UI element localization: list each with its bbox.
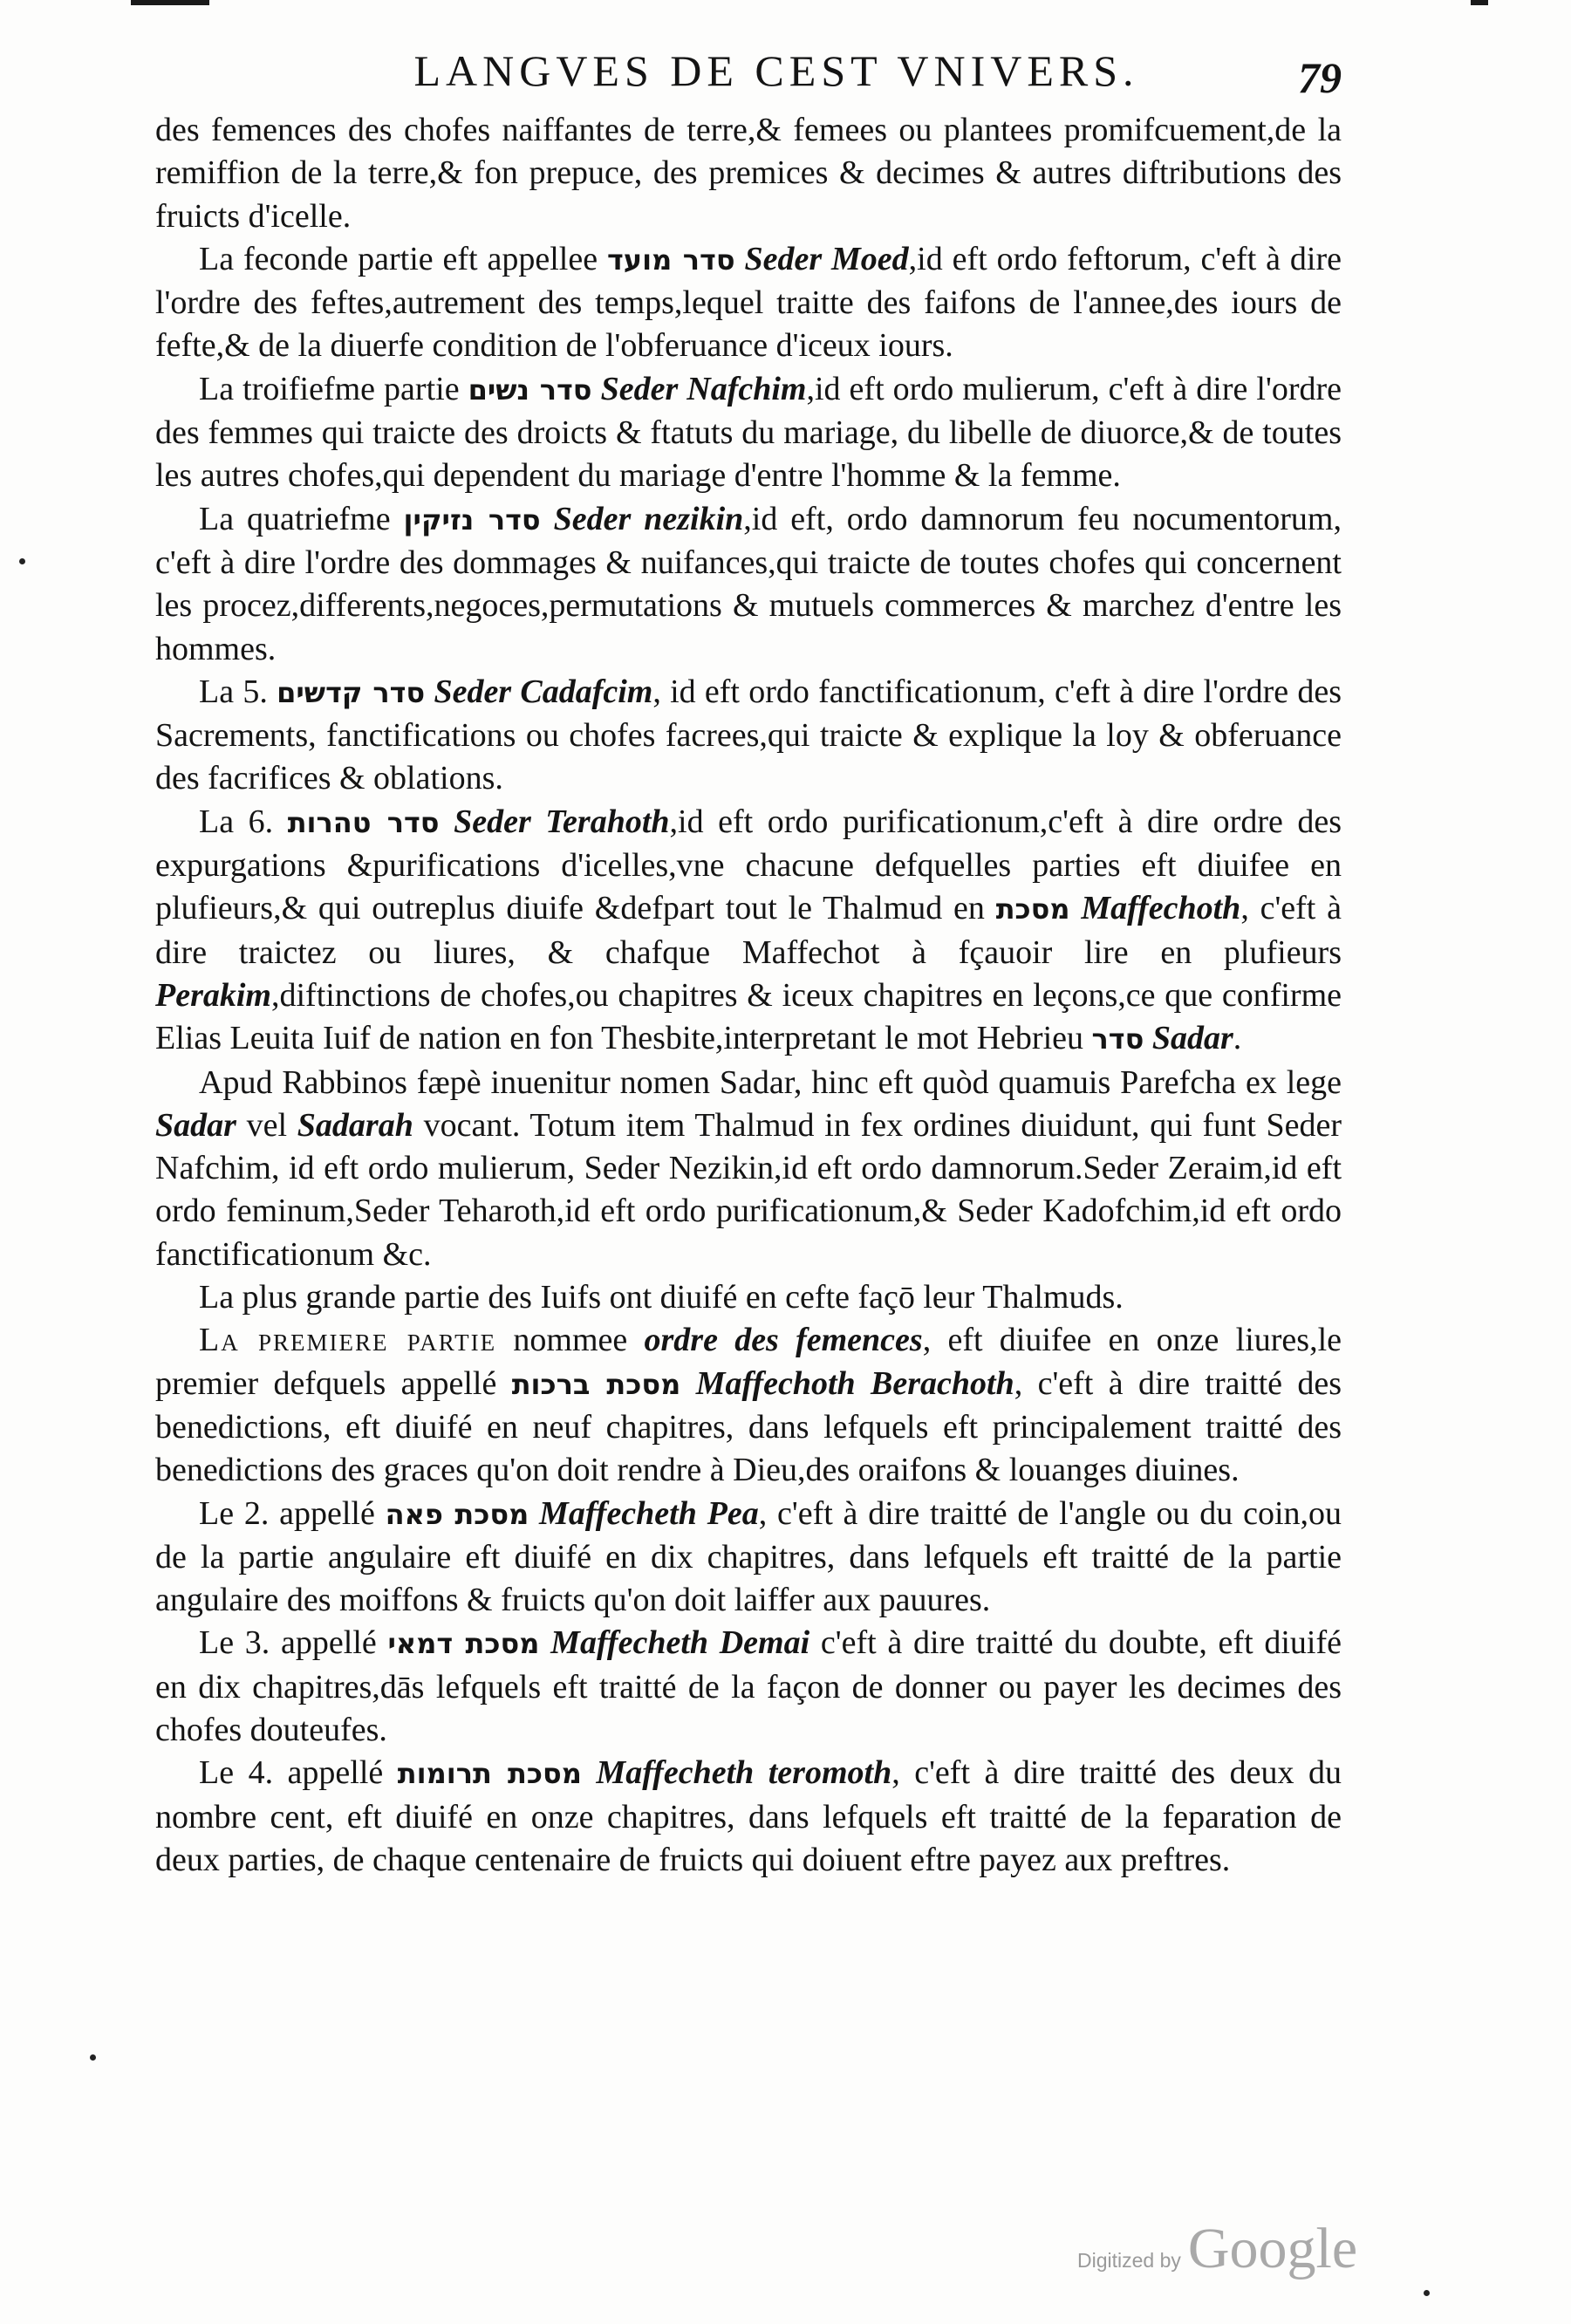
google-logo-text: Google: [1187, 2217, 1358, 2280]
hebrew-term: סדר טהרות: [287, 805, 440, 839]
transliterated-term: Seder Cadafcim: [434, 673, 653, 710]
body-text: [155, 109, 1342, 1882]
text-run: , c'eft à dire traitté des deux du nombre cent, eft diuifé en onze chapitres, dans lefquels eft traitté de la feparation de deux parties, de chaque centenaire de fruicts qui doiuent eftre payez aux preftres.: [155, 1754, 1342, 1878]
text-run: [1144, 1020, 1152, 1056]
hebrew-term: סדר נשים: [468, 373, 592, 407]
text-run: ,id eft ordo feftorum, c'eft à dire l'ordre des feftes,autrement des temps,lequel traitte des faifons de l'annee,des iours de fefte,& de la diuerfe condition de l'obferuance d'iceux iours.: [155, 240, 1342, 365]
page-number: 79: [1298, 53, 1342, 102]
text-run: nommee: [496, 1322, 645, 1359]
text-run: [1070, 890, 1082, 926]
transliterated-term: Sadar: [155, 1106, 236, 1144]
paragraph: [155, 238, 1342, 368]
paragraph: [155, 1622, 1342, 1752]
text-run: c'eft à dire traitté du doubte, eft diuifé en dix chapitres,dās lefquels eft traitté de la façon de donner ou payer les decimes des chofes douteufes.: [155, 1624, 1342, 1748]
transliterated-term: Maffecheth Demai: [550, 1624, 810, 1662]
paragraph: [155, 1276, 1342, 1319]
text-run: [541, 501, 554, 537]
transliterated-term: Perakim: [155, 976, 271, 1014]
stray-ink-dot: [1424, 2290, 1430, 2296]
text-run: ,id eft ordo purificationum,c'eft à dire ordre des expurgations &purifications d'icelles,vne chacune defquelles parties eft diuifee en plufieurs,& qui outreplus diuife &defpart tout le Thalmud en: [155, 803, 1342, 927]
text-run: [735, 241, 745, 277]
text-run: [529, 1495, 539, 1532]
hebrew-term: מסכת פאה: [385, 1497, 529, 1531]
text-run: [440, 803, 454, 840]
text-run: [539, 1624, 550, 1661]
text-run: [680, 1365, 695, 1402]
hebrew-term: מסכת תרומות: [397, 1757, 582, 1791]
watermark-small-text: Digitized by: [1077, 2249, 1181, 2272]
section-heading-caps: La premiere partie: [199, 1322, 497, 1359]
paragraph: [155, 1062, 1342, 1276]
transliterated-term: Maffecheth Pea: [539, 1494, 759, 1532]
text-run: La troifiefme partie: [199, 370, 468, 407]
text-run: Le 4. appellé: [199, 1754, 398, 1792]
paragraph: [155, 109, 1342, 238]
transliterated-term: Seder Terahoth: [454, 803, 670, 840]
transliterated-term: Maffechoth: [1081, 890, 1241, 927]
text-run: Apud Rabbinos fæpè inuenitur nomen Sadar, hinc eft quòd quamuis Parefcha ex lege: [199, 1063, 1342, 1101]
text-run: .: [1233, 1020, 1242, 1057]
hebrew-term: סדר נזיקין: [403, 502, 541, 537]
paragraph: [155, 1319, 1342, 1492]
transliterated-term: ordre des femences: [644, 1322, 923, 1359]
transliterated-term: Seder nezikin: [553, 500, 744, 537]
stray-ink-dot: [90, 2054, 96, 2061]
text-run: des femences des chofes naiffantes de terre,& femees ou plantees promifcuement,de la remiffion de la terre,& fon prepuce, des premices & decimes & autres diftributions des fruicts d'icelle.: [155, 112, 1342, 235]
text-run: La 5.: [199, 673, 277, 710]
text-run: La plus grande partie des Iuifs ont diuifé en cefte façō leur Thalmuds.: [199, 1279, 1124, 1316]
text-run: ,diftinctions de chofes,ou chapitres & iceux chapitres en leçons,ce que confirme Elias Leuita Iuif de nation en fon Thesbite,interpretant le mot Hebrieu: [155, 976, 1342, 1057]
text-run: Le 3. appellé: [199, 1624, 388, 1662]
text-run: Le 2. appellé: [199, 1494, 386, 1532]
text-run: vocant. Totum item Thalmud in fex ordines diuidunt, qui funt Seder Nafchim, id eft ordo mulierum, Seder Nezikin,id eft ordo damnorum.Seder Zeraim,id eft ordo feminum,Seder Teharoth,id eft ordo purificationum,& Seder Kadofchim,id eft ordo fanctificationum &c.: [155, 1106, 1342, 1273]
text-run: vel: [236, 1106, 297, 1144]
paragraph: [155, 801, 1342, 1062]
transliterated-term: Maffechoth Berachoth: [695, 1364, 1014, 1402]
transliterated-term: Sadarah: [297, 1106, 413, 1144]
text-run: , eft diuifee en onze liures,le premier defquels appellé: [155, 1322, 1342, 1402]
stray-ink-dot: [19, 558, 25, 564]
text-run: La feconde partie eft appellee: [199, 240, 607, 277]
text-run: , c'eft à dire traitté de l'angle ou du coin,ou de la partie angulaire eft diuifé en dix chapitres, dans lefquels eft traitté de la partie angulaire des moiffons & fruicts qu'on doit laiffer aux pauures.: [155, 1494, 1342, 1619]
paragraph: [155, 671, 1342, 801]
paragraph: [155, 368, 1342, 498]
text-run: , c'eft à dire traictez ou liures, & chafque Maffechot à fçauoir lire en plufieurs: [155, 890, 1342, 971]
text-run: , c'eft à dire traitté des benedictions, eft diuifé en neuf chapitres, dans lefquels eft principalement traitté des benedictions des graces qu'on doit rendre à Dieu,des oraifons & louanges diuines.: [155, 1364, 1342, 1489]
digitized-by-google-watermark: [1077, 2216, 1357, 2286]
text-run: La 6.: [199, 803, 288, 840]
text-run: , id eft ordo fanctificationum, c'eft à dire l'ordre des Sacrements, fanctifications ou chofes facrees,qui traicte & explique la loy & obferuance des facrifices & oblations.: [155, 673, 1342, 797]
text-run: [425, 673, 434, 710]
paragraph: [155, 498, 1342, 671]
hebrew-term: מסכת ברכות: [511, 1367, 681, 1401]
text-run: [582, 1754, 597, 1791]
paragraph: [155, 1752, 1342, 1882]
text-run: [592, 371, 601, 407]
top-edge-ink-mark: [131, 0, 209, 17]
hebrew-term: מסכת: [995, 892, 1070, 926]
text-run: ,id eft ordo mulierum, c'eft à dire l'ordre des femmes qui traicte des droicts & ftatuts du mariage, du libelle de diuorce,& de toutes les autres chofes,qui dependent du mariage d'entre l'homme & la femme.: [155, 370, 1342, 495]
transliterated-term: Sadar: [1151, 1020, 1233, 1057]
transliterated-term: Maffecheth teromoth: [596, 1754, 892, 1792]
hebrew-term: סדר: [1091, 1022, 1144, 1056]
text-run: La quatriefme: [199, 500, 404, 537]
transliterated-term: Seder Nafchim: [600, 370, 807, 407]
text-run: ,id eft, ordo damnorum feu nocumentorum, c'eft à dire l'ordre des dommages & nuifances,qui traicte de toutes chofes qui concernent les procez,differents,negoces,permutations & mutuels commerces & marchez d'entre les hommes.: [155, 500, 1342, 667]
transliterated-term: Seder Moed: [744, 240, 909, 277]
hebrew-term: מסכת דמאי: [387, 1627, 540, 1661]
paragraph: [155, 1493, 1342, 1623]
top-edge-ink-mark: [1471, 0, 1488, 17]
hebrew-term: סדר קדשים: [277, 675, 426, 709]
hebrew-term: סדר מועד: [606, 243, 735, 277]
running-title: LANGVES DE CEST VNIVERS.: [413, 46, 1139, 95]
